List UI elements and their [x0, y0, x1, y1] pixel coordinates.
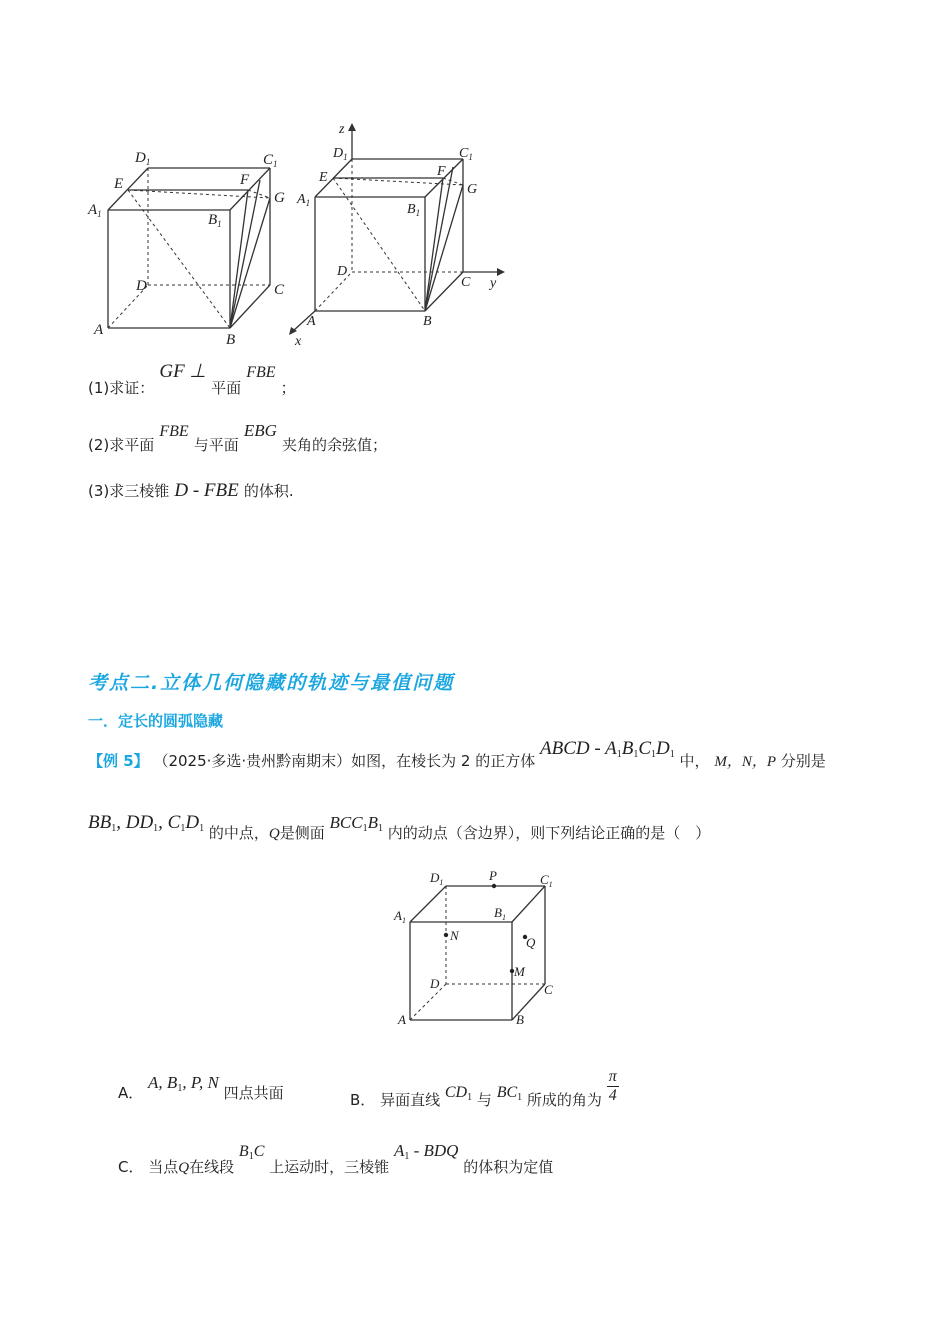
label-B: B [423, 314, 432, 329]
example-line-1: 【例 5】 （2025·多选·贵州黔南期末）如图，在棱长为 2 的正方体 ABCD - $A_1B_1C_1D_1$ 中， M，N，P 分别是 [88, 738, 826, 770]
option-c[interactable]: C． 当点Q在线段 $B_1C$ 上运动时，三棱锥 $A_1$ - BDQ 的体积为定值 [118, 1141, 554, 1176]
question-3: (3)求三棱锥 D - FBE 的体积. [88, 480, 294, 501]
label-Q: Q [526, 935, 536, 950]
label-C1: $C_1$ [540, 872, 553, 889]
label-P: P [489, 868, 497, 883]
label-D: D [430, 976, 440, 991]
label-G: G [467, 182, 478, 197]
label-C: C [544, 982, 553, 997]
example-line-2: $BB_1$, $DD_1$, $C_1D_1$ 的中点，Q是侧面 $BCC_1B_1$ 内的动点（含边界），则下列结论正确的是（ ） [88, 812, 711, 842]
label-D1: $D_1$ [430, 870, 444, 887]
label-C1: $C_1$ [263, 152, 278, 169]
question-1: (1)求证： GF ⊥ 平面 FBE ； [88, 361, 296, 397]
option-b[interactable]: B． 异面直线 $CD_1$ 与 $BC_1$ 所成的角为 $\frac{\pi}{4}$ [350, 1068, 617, 1109]
section-title: 考点二.立体几何隐藏的轨迹与最值问题 [88, 672, 455, 694]
question-2: (2)求平面 FBE 与平面 EBG 夹角的余弦值； [88, 421, 388, 454]
label-C1: $C_1$ [459, 146, 473, 162]
axis-z-label: z [339, 122, 345, 137]
label-D: D [136, 278, 147, 294]
label-A1: $A_1$ [297, 192, 311, 208]
label-C: C [461, 275, 471, 290]
axis-x-label: x [295, 334, 302, 349]
label-E: E [114, 176, 124, 192]
axis-y-label: y [490, 276, 497, 291]
label-B1: $B_1$ [407, 202, 421, 218]
label-A: A [307, 314, 316, 329]
label-F: F [437, 164, 446, 179]
label-B: B [226, 332, 236, 348]
label-E: E [319, 170, 328, 185]
label-A: A [398, 1012, 406, 1027]
label-D1: $D_1$ [333, 146, 348, 162]
label-C: C [274, 282, 285, 298]
label-A1: $A_1$ [394, 908, 406, 925]
figure-cube-2 [285, 115, 515, 350]
label-D: D [337, 264, 348, 279]
label-D1: $D_1$ [135, 150, 151, 167]
label-A: A [94, 322, 104, 338]
figure-cube-3 [390, 862, 565, 1032]
figure-cube-1 [80, 140, 300, 350]
label-A1: $A_1$ [88, 202, 102, 219]
label-G: G [274, 190, 285, 206]
label-B1: $B_1$ [208, 212, 222, 229]
option-a[interactable]: A． A, $B_1$, P, N 四点共面 [118, 1073, 284, 1102]
label-F: F [240, 172, 250, 188]
label-B1: $B_1$ [494, 905, 506, 922]
example-tag: 【例 5】 [88, 752, 149, 770]
section-subtitle: 一．定长的圆弧隐藏 [88, 712, 224, 730]
label-M: M [514, 964, 525, 979]
label-N: N [450, 928, 459, 943]
label-B: B [516, 1012, 524, 1027]
